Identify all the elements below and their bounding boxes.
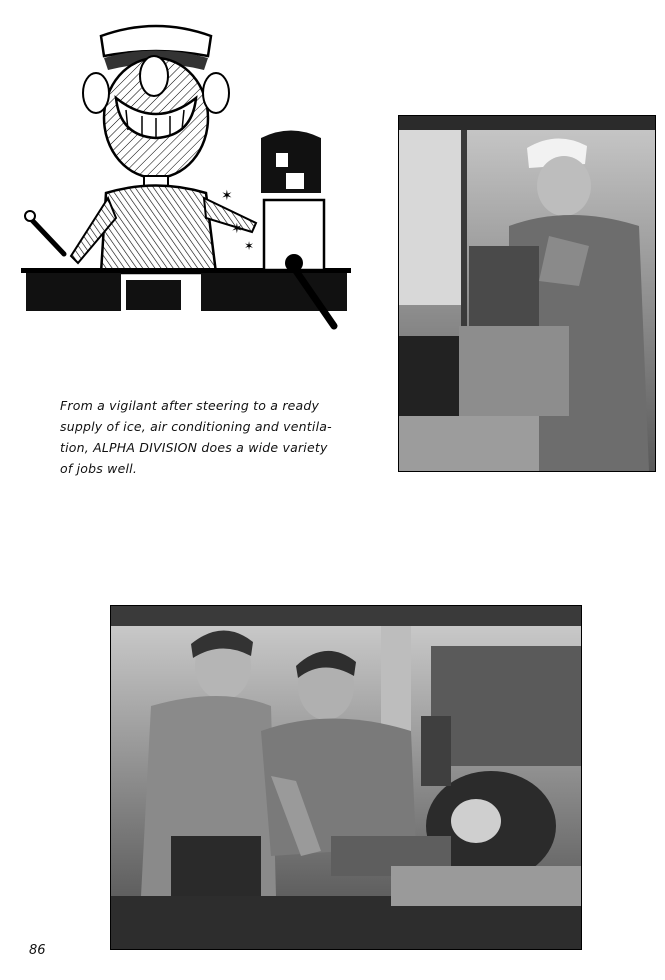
svg-text:✶: ✶ xyxy=(221,188,233,204)
sailor-machine-photo xyxy=(399,116,655,471)
svg-text:✶: ✶ xyxy=(244,239,255,253)
caption-line: tion, ALPHA DIVISION does a wide variety xyxy=(60,440,328,455)
sailors-lathe-photo xyxy=(111,606,581,949)
caption-line: From a vigilant after steering to a ready xyxy=(60,398,320,413)
svg-text:✶: ✶ xyxy=(231,221,243,237)
photo-caption xyxy=(60,395,345,479)
caption-line: supply of ice, air conditioning and ventila- xyxy=(60,419,332,434)
cartoon-illustration xyxy=(16,18,356,338)
page-number: 86 xyxy=(29,943,46,958)
caption-line: of jobs well. xyxy=(60,461,137,476)
